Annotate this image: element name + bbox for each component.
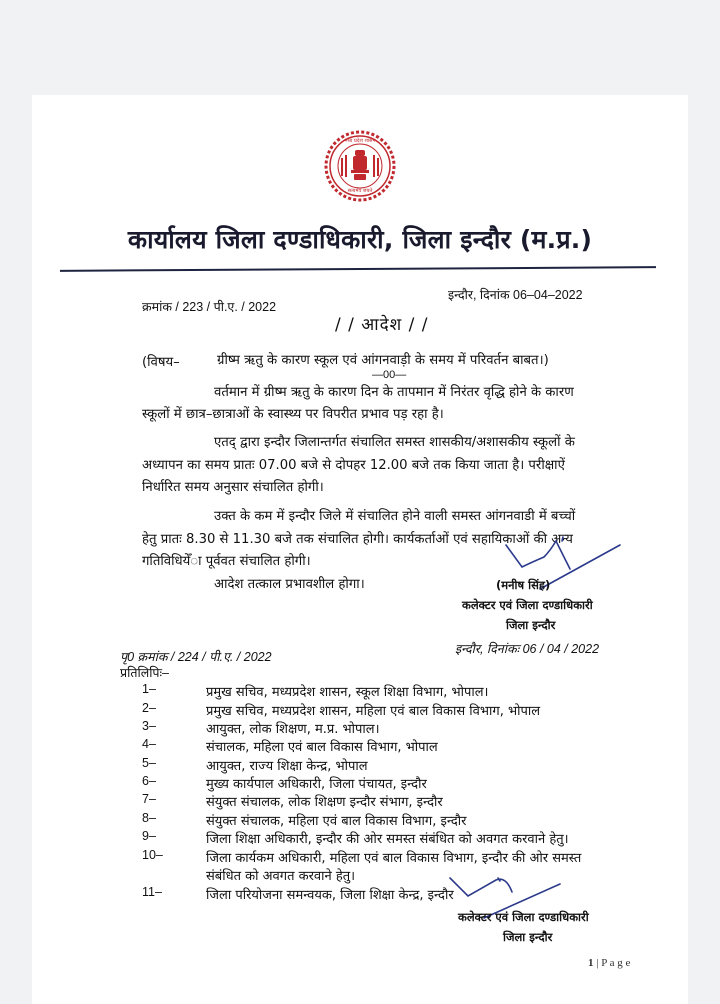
copy-list-item: [0, 682, 720, 702]
subject-text: ग्रीष्म ऋतु के कारण स्कूल एवं आंगनवाड़ी के समय में परिवर्तन बाबत।): [217, 353, 549, 368]
copy-list-item: [0, 792, 720, 812]
copy-list-item: [0, 756, 720, 776]
copy-list-item: [0, 737, 720, 757]
paragraph-3-line-3: गतिविधियेँा पूर्ववत संचालित होगी।: [142, 554, 311, 569]
copy-item-text: आयुक्त, राज्य शिक्षा केन्द्र, भोपाल: [206, 759, 368, 774]
copy-item-text: प्रमुख सचिव, मध्यप्रदेश शासन, महिला एवं बाल विकास विभाग, भोपाल: [206, 704, 541, 719]
paragraph-2-line-2: अध्यापन का समय प्रातः 07.00 बजे से दोपहर 12.00 बजे तक किया जाता है। परीक्षाऐं: [142, 458, 565, 473]
office-title: कार्यालय जिला दण्डाधिकारी, जिला इन्दौर (म.प्र.): [127, 225, 593, 254]
signatory-name: (मनीष सिंह): [496, 578, 551, 592]
copy-list-item: [0, 811, 720, 831]
copy-place-date: इन्दौर, दिनांकः 06 / 04 / 2022: [455, 642, 600, 656]
signatory-designation: कलेक्टर एवं जिला दण्डाधिकारी: [462, 598, 593, 612]
copy-list-item-continuation: [0, 866, 720, 886]
copy-list-item: [0, 829, 720, 849]
paragraph-4-line-1: आदेश तत्काल प्रभावशील होगा।: [214, 577, 365, 592]
page-label: P a g e: [601, 957, 631, 969]
copy-list-item: [0, 701, 720, 721]
copy-item-number: 10–: [142, 848, 163, 862]
copy-item-text: संयुक्त संचालक, लोक शिक्षण इन्दौर संभाग, इन्दौर: [206, 795, 443, 810]
state-emblem-icon: [322, 128, 398, 204]
signatory-district: जिला इन्दौर: [506, 618, 556, 632]
paragraph-2-line-3: निर्धारित समय अनुसार संचालित होगी।: [142, 480, 324, 495]
copy-list-item: [0, 848, 720, 868]
copy-item-text: संचालक, महिला एवं बाल विकास विभाग, भोपाल: [206, 740, 438, 755]
copy-item-text: आयुक्त, लोक शिक्षण, म.प्र. भोपाल।: [206, 722, 380, 737]
copy-item-number: 6–: [142, 774, 156, 788]
separator: —00—: [372, 369, 407, 381]
svg-text:सत्यमेव जयते: सत्यमेव जयते: [347, 188, 373, 194]
order-reference: क्रमांक / 223 / पी.ए. / 2022: [142, 300, 277, 314]
copy-item-text: प्रमुख सचिव, मध्यप्रदेश शासन, स्कूल शिक्षा विभाग, भोपाल।: [206, 685, 489, 700]
copy-list-item: [0, 774, 720, 794]
paragraph-1-line-2: स्कूलों में छात्र–छात्राओं के स्वास्थ्य पर विपरीत प्रभाव पड़ रहा है।: [142, 407, 444, 422]
copy-item-number: 3–: [142, 719, 156, 733]
copy-item-text: संयुक्त संचालक, महिला एवं बाल विकास विभाग, इन्दौर: [206, 814, 467, 829]
copy-list-item: [0, 719, 720, 739]
copy-item-text: जिला परियोजना समन्वयक, जिला शिक्षा केन्द्र, इन्दौर: [206, 888, 454, 903]
copy-item-number: 2–: [142, 701, 156, 715]
order-place-date: इन्दौर, दिनांक 06–04–2022: [448, 288, 583, 302]
copy-item-text: जिला शिक्षा अधिकारी, इन्दौर की ओर समस्त संबंधित को अवगत करवाने हेतु।: [206, 832, 569, 847]
copy-item-text: संबंधित को अवगत करवाने हेतु।: [206, 869, 356, 884]
copy-item-number: 11–: [142, 885, 162, 899]
copy-item-number: 4–: [142, 737, 156, 751]
copy-list-item: [0, 885, 720, 905]
copy-label: प्रतिलिपिः–: [120, 666, 170, 680]
copy-item-number: 7–: [142, 792, 156, 806]
paragraph-1-line-1: वर्तमान में ग्रीष्म ऋतु के कारण दिन के तापमान में निरंतर वृद्धि होने के कारण: [214, 385, 574, 400]
signatory-2-designation: कलेक्टर एवं जिला दण्डाधिकारी: [458, 910, 589, 924]
paragraph-2-line-1: एतद् द्वारा इन्दौर जिलान्तर्गत संचालित समस्त शासकीय/अशासकीय स्कूलों के: [214, 435, 575, 450]
page-separator: |: [596, 957, 599, 969]
page-footer: [588, 957, 630, 969]
subject-label: (विषय–: [142, 355, 180, 370]
paragraph-3-line-1: उक्त के कम में इन्दौर जिले में संचालित होने वाली समस्त आंगनवाडी में बच्चों: [214, 509, 576, 524]
copy-item-number: 9–: [142, 829, 156, 843]
copy-item-text: मुख्य कार्यपाल अधिकारी, जिला पंचायत, इन्दौर: [206, 777, 427, 792]
order-heading: / / आदेश / /: [335, 315, 429, 335]
signatory-2-district: जिला इन्दौर: [503, 930, 553, 944]
copy-item-number: 8–: [142, 811, 156, 825]
paragraph-3-line-2: हेतु प्रातः 8.30 से 11.30 बजे तक संचालित होगी। कार्यकर्ताओं एवं सहायिकाओं की अन्य: [142, 532, 573, 547]
copy-item-number: 1–: [142, 682, 156, 696]
copy-item-number: 5–: [142, 756, 156, 770]
svg-text:मध्य प्रदेश शासन: मध्य प्रदेश शासन: [344, 138, 376, 144]
page-number: 1: [588, 957, 594, 969]
copy-item-text: जिला कार्यकम अधिकारी, महिला एवं बाल विकास विभाग, इन्दौर की ओर समस्त: [206, 851, 582, 866]
copy-reference: पृ0 क्रमांक / 224 / पी.ए. / 2022: [120, 650, 272, 664]
